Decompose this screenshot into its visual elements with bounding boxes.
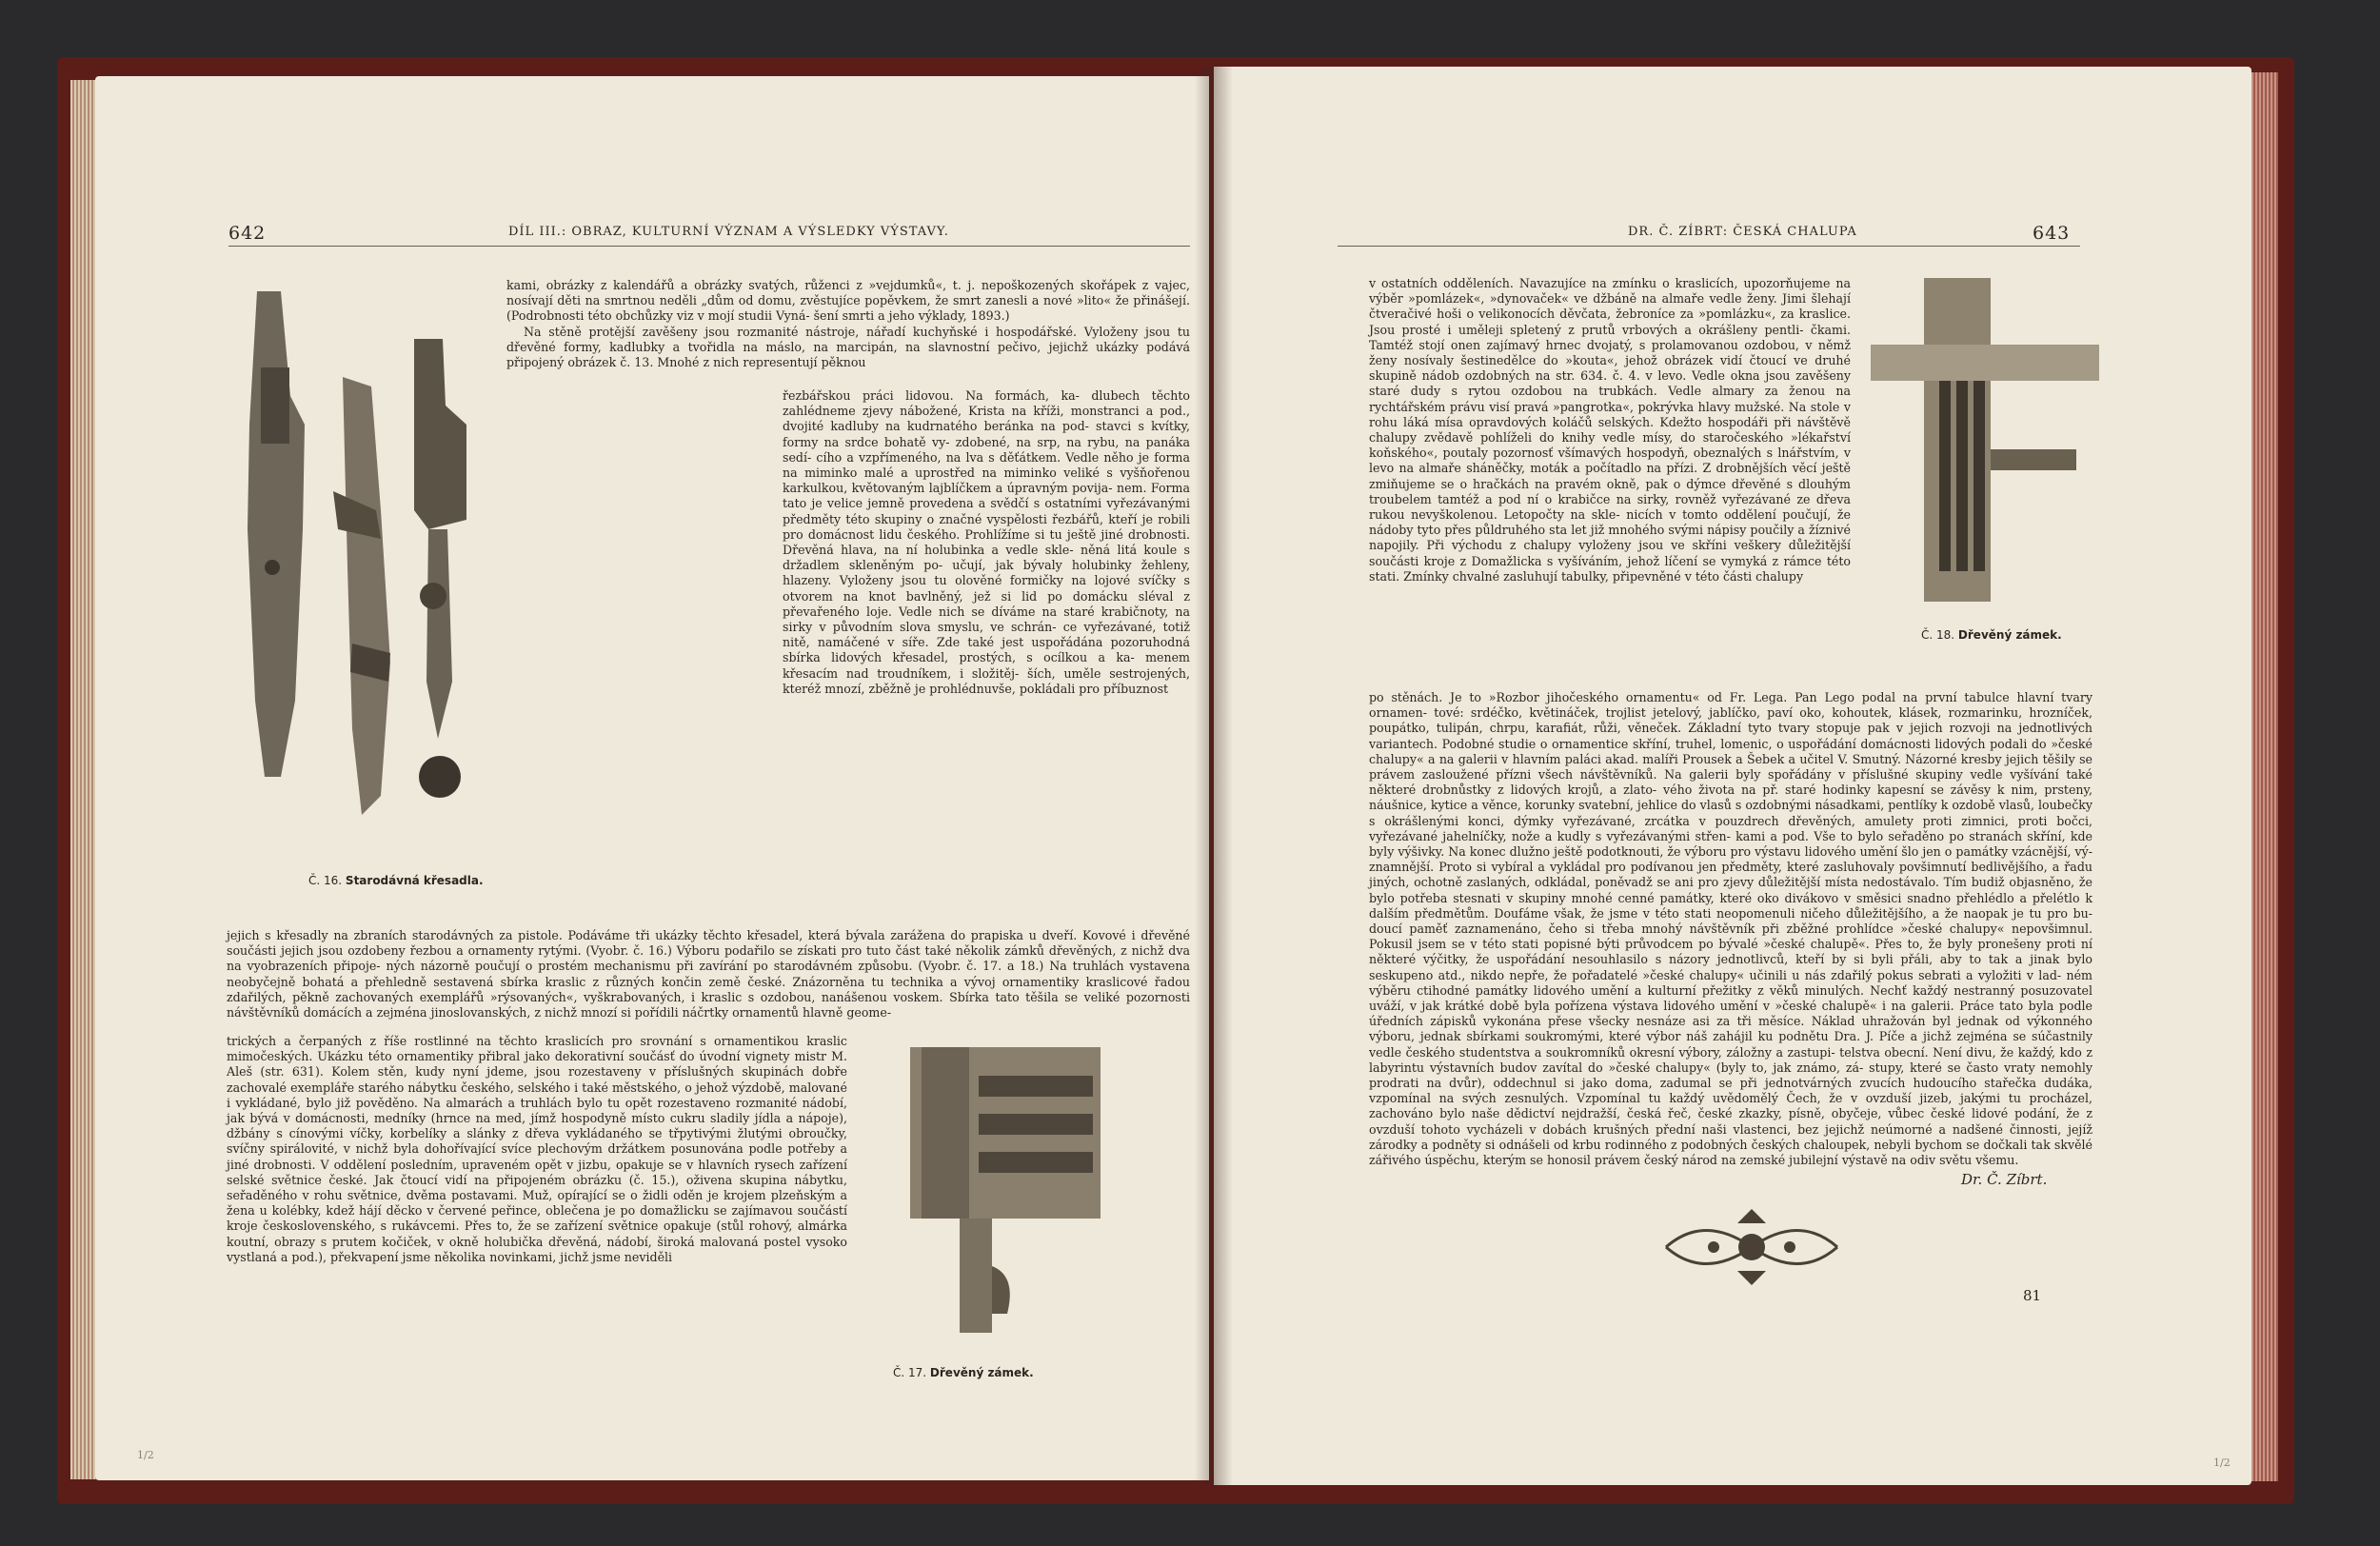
figure-18-caption-title: Dřevěný zámek. <box>1957 628 2062 642</box>
left-full-width-text: jejich s křesadly na zbraních starodávných za pistole. Podáváme tři ukázky těchto křesadel, která bývala zarážena do prapiska u dveří. Kovové i dřevěné součásti jejich jsou ozdobeny řezbou a ornamenty rytými. (Vyobr. č. 16.) Výboru podařilo se získati pro tuto část také několik zámků dřevěných, z nichž dva na vyobrazeních připoje- ných názorně poučují o prostém mechanismu při zavírání po starodávném způsobu. (Vyobr. č. 17. a 18.) Na truhlách vystavena neobyčejně bohatá a přehledně sestavená sbírka kraslic z různých končin země české. Znázorněna tu technika a vývoj ornamentiky kraslicové řadou zdařilých, pěkně zachovaných exemplářů »rýsovaných«, vyškrabovaných, i kraslic s ozdobou, nanášenou voskem. Sbírka tato těšila se veliké pozornosti návštěvníků domácích a zejména jinoslovanských, z nichž mnozí si pořídili náčrtky ornamentů hlavně geome- <box>227 928 1190 1021</box>
ornament-vignette <box>1656 1209 1847 1285</box>
signature-mark: 81 <box>2023 1287 2042 1304</box>
figure-17-caption-number: Č. 17. <box>893 1366 927 1379</box>
left-text-full-width <box>227 928 1190 1021</box>
figure-17-wooden-lock <box>893 1028 1121 1361</box>
figure-16-caption-title: Starodávná křesadla. <box>345 874 484 887</box>
left-right-column-text: řezbářskou práci lidovou. Na formách, ka- dlubech těchto zahlédneme zjevy nábožené, Krista na kříži, monstranci a pod., dvojité kadluby na kudrnatého beránka na pod- stavci s kvítky, formy na srdce bohatě vy- zdobené, na srp, na rybu, na panáka sedí- cího a vzpřímeného, na lva s děťátkem. Vedle něho je forma na miminko malé a uprostřed na miminko veliké s vyšňořenou karkulkou, květovaným lajblíčkem a úpravným povija- nem. Forma tato je velice jemně provedena a svědčí s ostatními vyřezávanými předměty této skupiny o značné vyspělosti řezbářů, kteří je robili pro domácnost lidu českého. Prohlížíme si tu ještě jiné drobnosti. Dřevěná hlava, na ní holubinka a vedle skle- něná litá koule s držadlem skleněným po- učují, jak bývaly holubinky žehleny, hlazeny. Vyloženy jsou tu olověné formičky na lojové svíčky s otvorem na knot bavlněný, jež si lid po domácku sléval z převařeného loje. Vedle nich se díváme na staré krabičnoty, na sirky v původním slova smyslu, ve schrán- ce vyřezávané, totiž nitě, namáčené v síře. Zde také jest uspořádána pozoruhodná sbírka lidových křesadel, prostých, s ocílkou a ka- menem křesacím nad troudníkem, i složitěj- ších, uměle sestrojených, kteréž mnozí, zběžně je prohlédnuvše, pokládali pro příbuznost <box>783 388 1190 696</box>
left-text-top <box>506 278 1190 370</box>
right-page-number: 643 <box>2033 223 2071 244</box>
figure-16-caption <box>308 874 484 887</box>
right-text-full-width <box>1369 690 2092 1168</box>
figure-17-caption <box>893 1366 1034 1379</box>
left-corner-mark: 1/2 <box>137 1449 154 1461</box>
left-text-bottom-column <box>227 1034 847 1265</box>
left-para-2: Na stěně protější zavěšeny jsou rozmanité nástroje, nářadí kuchyňské i hospodářské. Vyloženy jsou tu dřevěné formy, kadlubky a tvořidla na máslo, na marcipán, na slavnostní pečivo, jejichž ukázky podává připojený obrázek č. 13. Mnohé z nich representují pěknou <box>506 324 1190 370</box>
figure-17-caption-title: Dřevěný zámek. <box>929 1366 1034 1379</box>
right-page <box>1214 67 2251 1485</box>
author-signature: Dr. Č. Zíbrt. <box>1961 1171 2048 1188</box>
right-full-width-text: po stěnách. Je to »Rozbor jihočeského ornamentu« od Fr. Lega. Pan Lego podal na první tabulce hlavní tvary ornamen- tové: srdéčko, květináček, trojlist jetelový, jablíčko, paví oko, kohoutek, klásek, rozmarinku, hrozníček, poupátko, tulipán, chrpu, karafiát, růži, věneček. Základní tyto tvary stopuje pak v jejich rozvoji na jednotlivých variantech. Podobné studie o ornamentice skříní, truhel, lomenic, o uspořádání domácnosti lidových podali do »české chalupy« a na galerii v hlavním paláci akad. malíři Prousek a Šebek a učitel V. Smutný. Názorné kresby jejich těšily se právem zasloužené přízni všech návštěvníků. Na galerii byly spořádány v příslušné skupiny vedle vyšívání také některé drobnůstky z lidových krojů, a zlato- vého života na př. staré hodinky kapesní se závěsy k nim, prsteny, náušnice, kytice a věnce, korunky svatební, jehlice do vlasů s ozdobnými násadkami, pentlíky k ozdobě vlasů, loubečky s okrášlenými konci, dýmky vyřezávané, zrcátka v pouzdrech dřevěných, amulety proti zimnici, proti bočci, vyřezávané jahelníčky, nože a kudly s vyřezávanými střen- kami a pod. Vše to bylo seřaděno po stranách skříní, kde byly výšivky. Na konec dlužno ještě podotknouti, že výboru pro výstavu lidového umění šlo jen o památky vzácnější, vý- znamnější. Proto si vybíral a vykládal pro podívanou jen předměty, které zasluhovaly povšimnutí bedlivějšího, a řadu jiných, ochotně zaslaných, odkládal, poněvadž se ani pro zjevy důležitější místa nedostávalo. Tím budiž objasněno, že bylo potřeba stesnati v skupiny mnohé cenné památky, které oko divákovo v směsici snadno přehlédlo a přelétlo k dalším předmětům. Doufáme však, že jsme v této stati neopomenuli ničeho důležitějšího, a že naopak je tu pro bu- doucí paměť zaznamenáno, čeho si třeba mnohý návštěvník při zběžné prohlídce »české chalupy« nepovšimnul. Pokusil jsem se v této stati popisné býti průvodcem po bývalé »české chalupě«. Přes to, že byly pronešeny proti ní některé výčitky, že uspořádání nesouhlasilo s názory jednotlivců, kteří by si byli přáli, aby to tak a jinak bylo seskupeno atd., nikdo nepře, že pořadatelé »české chalupy« učinili u nás zdařilý pokus sebrati a vyložiti v lad- ném výběru ctihodné památky lidového umění a kulturní přežitky z věků minulých. Nechť každý nestranný posuzovatel uváží, v jak krátké době byla pořízena výstava lidového umění v »české chalupě« i na galerii. Práce tato byla podle úředních zápisků vykonána přese všecky nesnáze asi za tři měsíce. Náklad uhražován byl jednak od výkonného výboru, jednak sbírkami soukromými, které výbor náš zahájil ku podnětu Dra. J. Píče a jichž zejména se súčastnily vedle českého studentstva a soukromníků okresní výbory, záložny a zastupi- telstva obecní. Není divu, že každý, kdo z labyrintu výstavních budov zavítal do »české chalupy« (byly to, jak známo, zá- stupy, které se často vraty nemohly prodrati na dvůr), oddechnul si jako doma, zadumal se při jednotvárných zvucích hudoucího stařečka dudáka, vzpomínal na svých zesnulých. Vzpomínal tu každý uvědomělý Čech, že v ovzduší jizeb, jakými tu procházel, zachováno bylo naše dědictví nejdražší, česká řeč, české zkazky, písně, obyčeje, vůbec české lidové podání, že z ovzduší tohoto vycházeli v dobách krušných přední naši vlastenci, bez jejichž neúmorné a nadšené činnosti, jejíž zárodky a podněty si odnášeli od krbu rodinného z podobných českých chaloupek, nebyli bychom se dočkali tak skvělé zářivého úspěchu, kterým se honosil právem český národ na zemské jubilejní výstavě na odiv světu všemu. <box>1369 690 2092 1168</box>
figure-16-caption-number: Č. 16. <box>308 874 343 887</box>
right-running-head: DR. Č. ZÍBRT: ČESKÁ CHALUPA <box>1628 225 1857 239</box>
left-page <box>95 76 1209 1480</box>
right-header-rule <box>1338 246 2080 247</box>
right-corner-mark: 1/2 <box>2213 1457 2231 1469</box>
left-running-head: DÍL III.: OBRAZ, KULTURNÍ VÝZNAM A VÝSLEDKY VÝSTAVY. <box>508 225 949 239</box>
right-text-left-column <box>1369 276 1851 585</box>
figure-18-wooden-lock <box>1871 278 2099 621</box>
figure-18-caption <box>1921 628 2062 642</box>
figure-18-caption-number: Č. 18. <box>1921 628 1955 642</box>
left-text-right-column <box>783 388 1190 697</box>
left-header-rule <box>228 246 1190 247</box>
right-left-column-text: v ostatních odděleních. Navazujíce na zmínku o kraslicích, upozorňujeme na výběr »pomlázek«, »dynovaček« ve džbáně na almaře vedle ženy. Jimi šlehají čtveračivé hoši o velikonocích děvčata, žebroníce za »pomlázku«, za kraslice. Jsou prosté i uměleji spletený z prutů vrbových a okrášleny pentli- čkami. Tamtéž stojí onen zajímavý hrnec dvojatý, s prolamovanou ozdobou, v němž ženy nosívaly šestinedělce do »kouta«, jehož obrázek vidí čtoucí ve druhé skupině nádob ozdobných na str. 634. č. 4. v levo. Vedle okna jsou zavěšeny staré dudy s rytou ozdobou na trubkách. Vedle almary za ženou na rychtářském právu visí pravá »pangrotka«, pokrývka hlavy mužské. Na stole v rohu láká mísa opravdových koláčů selských. Kdežto hospodáři při návštěvě chalupy zvědavě pohlíželi do knihy vedle mísy, do staročeského »lékařství koňského«, poutaly pozornosť všímavých hospodyň, obeznalých s lnářstvím, v levo na almaře sháněčky, moták a počítadlo na přízi. Z drobnějších věcí ještě zmiňujeme se o hračkách na pravém okně, pak o dýmce dřevěné s dlouhým troubelem tamtéž a pod ní o krabičce na sirky, rovněž vyřezávané ze dřeva rukou nevyškolenou. Letopočty na skle- nicích v tomto oddělení poučují, že nádoby tyto přes půldruhého sta let již mnohého svými nápisy poučily a žíznivé napojily. Při východu z chalupy vyloženy jsou ve skříni veškery důležitější součásti kroje z Domažlicka s vyšíváním, jehož líčení se vymyká z rámce této stati. Zmínky chvalné zasluhují tabulky, připevněné v této části chalupy <box>1369 276 1851 584</box>
left-bottom-column-text: trických a čerpaných z říše rostlinné na těchto kraslicích pro srovnání s ornamentikou kraslic mimočeských. Ukázku této ornamentiky přibral jako dekorativní součásť do úvodní vignety mistr M. Aleš (str. 631). Kolem stěn, kudy nyní jdeme, jsou rozestaveny v příslušných skupinách dobře zachovalé exempláře starého nábytku českého, selského i také městského, o jehož výzdobě, malované i vykládané, bylo již pověděno. Na almarách a truhlách bylo tu opět rozestaveno rozmanité nádobí, jak bývá v domácnosti, medníky (hrnce na med, jímž hospodyně místo cukru sladily jídla a nápoje), džbány s cínovými víčky, korbelíky a slánky z dřeva vykládaného se třpytivými žlutými obroučky, svíčny spirálovité, v nichž byla dohořívající svíce plechovým držátkem posunována podle potřeby a jiné drobnosti. V oddělení posledním, upraveném opět v jizbu, opakuje se v hlavních rysech zařízení selské světnice české. Jak čtoucí vidí na připojeném obrázku (č. 15.), oživena skupina nábytku, seřaděného v rohu světnice, dvěma postavami. Muž, opírající se o židli oděn je krojem plzeňským a žena u kolébky, kdež hájí děcko v červené peřince, oblečena je po domažlicku se zajímavou součástí kroje československého, s rukávcemi. Přes to, že se zařízení světnice opakuje (stůl rohový, almárka koutní, obrazy s prutem kočiček, v okně holubička dřevěná, nádobí, široká malovaná postel vysoko vystlaná a pod.), překvapení jsme několika novinkami, jichž jsme neviděli <box>227 1034 847 1264</box>
book-gutter <box>1195 67 1233 1485</box>
left-para-1: kami, obrázky z kalendářů a obrázky svatých, růženci z »vejdumků«, t. j. nepoškozených skořápek z vajec, nosívají děti na smrtnou neděli „dům od domu, zvěstujíce popěvkem, že smrt zanesli a nové »lito« že přinášejí. (Podrobnosti této obchůzky viz v mojí studii Vyná- šení smrti a jeho výklady, 1893.) <box>506 278 1190 324</box>
page-edges-right <box>2251 72 2278 1481</box>
figure-16-strikers <box>238 282 490 862</box>
left-page-number: 642 <box>228 223 267 244</box>
